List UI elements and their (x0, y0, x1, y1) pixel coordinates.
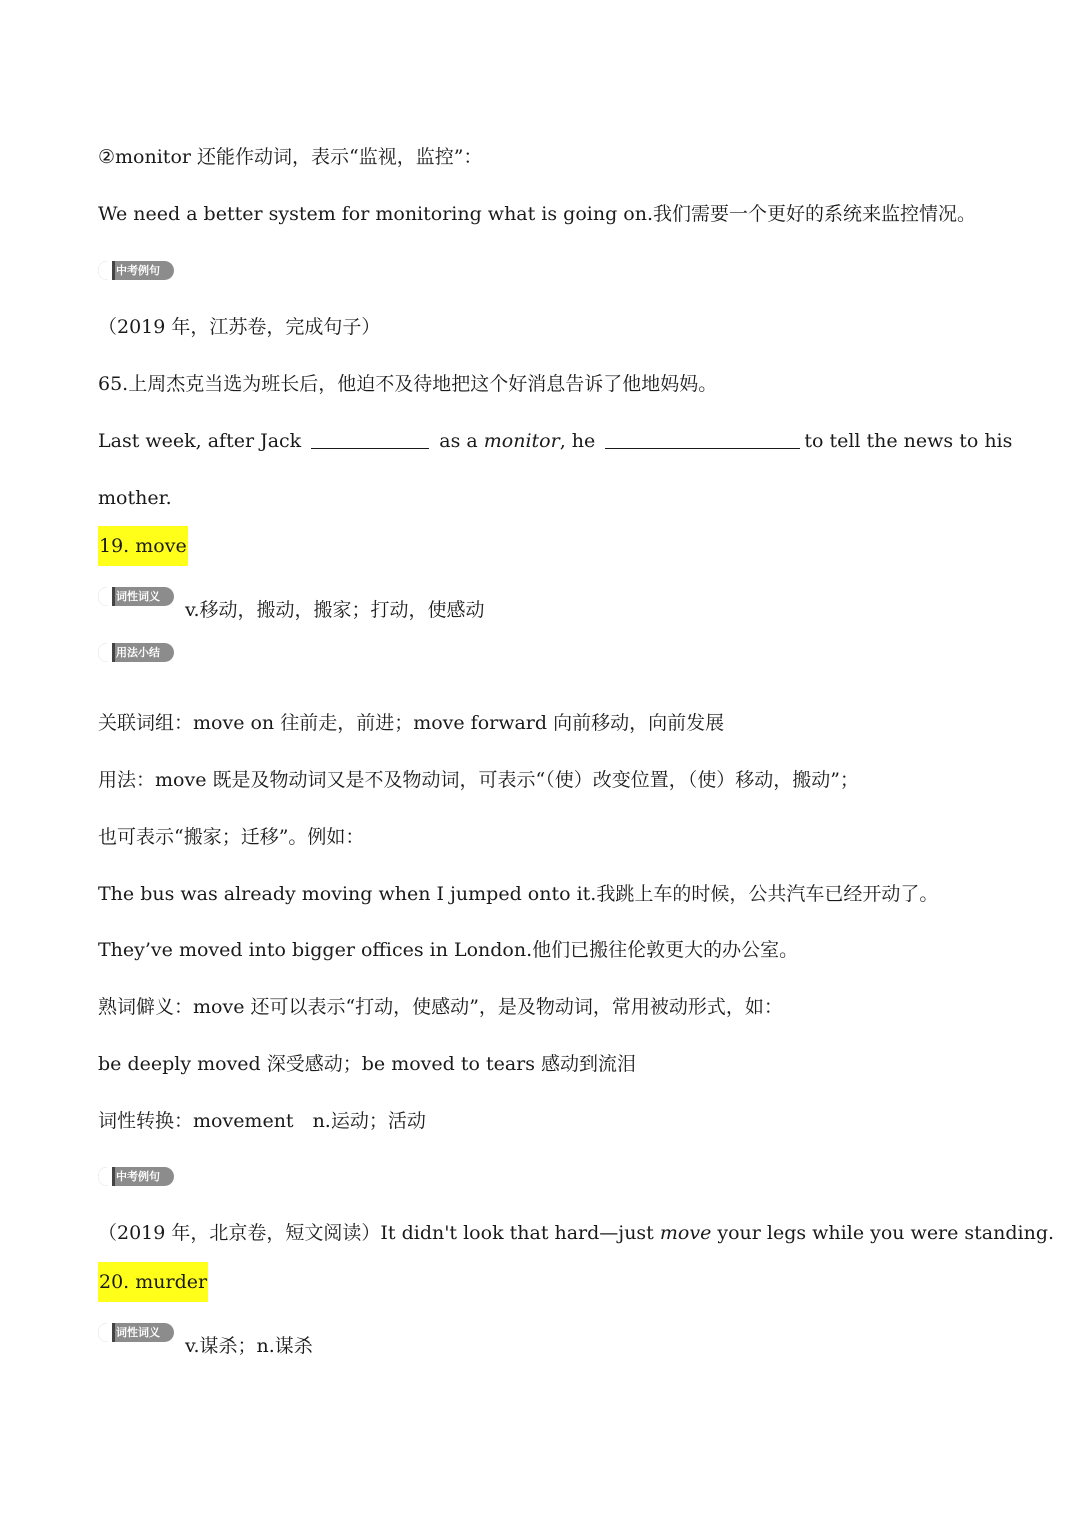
badge-cap-icon (98, 643, 115, 662)
sentence-part: （2019 年，北京卷，短文阅读）It didn't look that hard—just (98, 1222, 654, 1244)
move-phrases: 关联词组：move on 往前走，前进；move forward 向前移动，向前发展 (98, 712, 725, 734)
answer-blank[interactable] (311, 430, 429, 449)
murder-meaning: v.谋杀；n.谋杀 (185, 1335, 313, 1357)
badge-label: 词性词义 (116, 1326, 160, 1339)
badge-label: 中考例句 (116, 1170, 160, 1183)
sentence-part: Last week, after Jack (98, 430, 302, 452)
part-meaning-badge (98, 1323, 174, 1342)
move-collocations: be deeply moved 深受感动；be moved to tears 感动到流泪 (98, 1053, 637, 1075)
sentence-part: to tell the news to his (804, 430, 1013, 452)
badge-label: 用法小结 (116, 646, 160, 659)
part-meaning-badge (98, 587, 174, 606)
move-conversion: 词性转换：movement n.运动；活动 (98, 1110, 426, 1132)
sentence-part: as a (439, 430, 478, 452)
badge-label: 词性词义 (116, 590, 160, 603)
move-familiar-meaning: 熟词僻义：move 还可以表示“打动，使感动”，是及物动词，常用被动形式，如： (98, 996, 783, 1018)
answer-blank[interactable] (605, 430, 800, 449)
move-exam-sentence (98, 1219, 1054, 1247)
monitor-verb-heading: ②monitor 还能作动词，表示“监视，监控”： (98, 146, 483, 168)
exam-sentence-end: mother. (98, 487, 172, 509)
word-head-move: 19. move (98, 526, 188, 566)
sentence-part: your legs while you were standing. (717, 1222, 1055, 1244)
exam-question: 65.上周杰克当选为班长后，他迫不及待地把这个好消息告诉了他地妈妈。 (98, 373, 718, 395)
badge-label: 中考例句 (116, 264, 160, 277)
exam-example-badge (98, 1167, 174, 1186)
badge-cap-icon (98, 1323, 115, 1342)
badge-cap-icon (98, 587, 115, 606)
sentence-keyword: move (659, 1222, 712, 1244)
badge-cap-icon (98, 261, 115, 280)
sentence-part: , he (559, 430, 596, 452)
exam-example-badge (98, 261, 174, 280)
move-meaning: v.移动，搬动，搬家；打动，使感动 (185, 599, 485, 621)
usage-summary-badge (98, 643, 174, 662)
move-example-2: They’ve moved into bigger offices in London.他们已搬往伦敦更大的办公室。 (98, 939, 799, 961)
move-example-1: The bus was already moving when I jumped onto it.我跳上车的时候，公共汽车已经开动了。 (98, 883, 939, 905)
monitor-verb-example: We need a better system for monitoring what is going on.我们需要一个更好的系统来监控情况。 (98, 203, 977, 225)
exam-source: （2019 年，江苏卷，完成句子） (98, 316, 381, 338)
word-head-murder: 20. murder (98, 1262, 208, 1302)
badge-cap-icon (98, 1167, 115, 1186)
move-usage-2: 也可表示“搬家；迁移”。例如： (98, 826, 365, 848)
sentence-keyword: monitor (483, 430, 560, 452)
exam-sentence (98, 427, 1012, 455)
move-usage-1: 用法：move 既是及物动词又是不及物动词，可表示“（使）改变位置，（使）移动，搬动”； (98, 769, 859, 791)
